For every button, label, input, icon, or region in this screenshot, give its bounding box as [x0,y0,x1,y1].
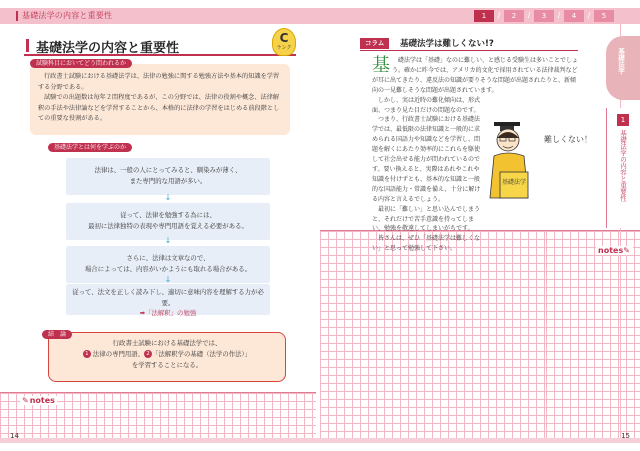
step-separator: / [497,11,501,20]
rank-badge [272,28,296,56]
section-heading [24,36,296,56]
step-separator: / [557,11,561,20]
side-tab-chapter[interactable] [606,108,640,228]
notes-text: notes [598,246,624,255]
summary-text: 法律の専門用語、 [92,349,145,358]
column-paragraph: 最初に「難しい」と思い込んでしまうと、それだけで苦手意識を持ってしまい、勉強を敬遠してしまいがちです。 [372,205,481,233]
column-heading: 基礎法学は難しくない!? [400,39,494,49]
step-separator: / [527,11,531,20]
side-tab-label: 基礎法学 [617,48,625,74]
header-band [0,8,640,24]
column-label: コラム [360,38,389,49]
drop-cap: 基 [372,55,390,76]
heading-marker [26,39,29,52]
exam-relevance-box [30,64,290,135]
exam-paragraph: 行政書士試験における基礎法学は、法律の勉強に関する勉強方法や基本的知識を学習する分野である。 [38,73,280,91]
notes-grid-right [320,230,546,438]
down-arrow-icon: ↓ [164,193,172,202]
column-paragraph: 皆さんは、ぜひ「基礎法学は難しくない」と思って勉強して下さい。 [372,235,481,253]
summary-box [48,332,286,382]
number-badge: 2 [144,350,152,358]
step-4[interactable]: 4 [564,10,584,22]
step-separator: / [587,11,591,20]
page-number-right: 15 [621,432,630,440]
flow-highlight: ➡「法解釈」の勉強 [139,309,197,317]
graduate-illustration [486,120,592,220]
step-2[interactable]: 2 [504,10,524,22]
footer-band-right [320,438,640,443]
summary-tag: 結 論 [42,330,72,339]
pencil-icon: ✎ [623,246,630,255]
header-title: 基礎法学の内容と重要性 [22,11,113,20]
column-paragraph: つまり、行政書士試験における基礎法学では、最低限の法律知識と一般的に求められる国語力や知識などを学習し、問題を解くにあたり効率的にこれらを駆使して社会出せる能力が問われているのです。要い換えると、実際はあれやこれや知識を付けずとも、基本的な知識と一般的な国語能力・常識を備え、十分に解ける内容と言えるでしょう。 [372,116,481,203]
notes-grid-right-margin [546,230,640,438]
mortarboard-icon [494,122,520,126]
footer-band-left [0,438,320,443]
flow-box [66,158,270,195]
step-5[interactable]: 5 [594,10,614,22]
down-arrow-icon: ↓ [164,236,172,245]
flow-line: また専門的な用語が多い。 [129,176,207,185]
summary-line [49,349,285,360]
column-title [360,37,578,51]
down-arrow-icon: ↓ [164,275,172,284]
number-badge: 1 [83,350,91,358]
side-tab-subject[interactable] [606,36,640,100]
step-indicator [474,10,614,22]
header-accent-bar [16,11,18,21]
notes-text: notes [29,396,55,405]
page-number-left: 14 [10,432,19,440]
step-3[interactable]: 3 [534,10,554,22]
column-paragraph: しかし、実は近時の難化傾向は、形式面、つまり見た目だけの問題なのです。 [372,96,481,114]
page-title: 基礎法学の内容と重要性 [36,41,180,56]
flow-line: 従って、法文を正しく読み下し、適切に意味内容を理解する力が必要。 [72,288,264,307]
step-1[interactable]: 1 [474,10,494,22]
summary-text: 「法解釈学の基礎（法学の作法）」 [152,349,252,358]
summary-line: 行政書士試験における基礎法学では、 [112,339,222,347]
chapter-label: 基礎法学の内容と重要性 [619,130,627,202]
rank-label: ランク [276,45,292,51]
column-paragraph: 礎法学は「基礎」なのに難しい、と感じる受験生は多いことでしょう。確かに昨今では、アメリカ的文化で採用されている法律裁判などが耳に出てきたり、違反法の知識が要りそうな問題が出題されたりと、新傾向の一見難しそうな問題が出題されています。 [372,57,579,94]
flow-line: さらに、法律は文章なので、 [126,254,210,262]
chapter-number: 1 [617,114,629,126]
pencil-icon: ✎ [22,396,29,405]
why-tag: 基礎法学とは何を学ぶのか [48,143,132,152]
flow-line: 従って、法律を勉強する為には、 [120,211,216,219]
rank-letter: C [279,31,289,45]
flow-line: 最初に法律独特の表現や専門用語を覚える必要がある。 [88,221,248,230]
summary-line: を学習することになる。 [131,360,203,369]
flow-line: 場合によっては、内容がいかようにも取れる場合がある。 [84,264,252,273]
notes-label-left [20,396,57,405]
book-label: 基礎法学 [501,179,527,186]
exam-tag: 試験科目においてどう問われるか [30,59,132,68]
exam-paragraph: 試験での出題数は毎年２問程度であるが、この分野では、法律の役割や概念、法律解釈の手法や法律論などを学習することから、本格的に法律の学習をはじめる前段階としての重要な役割がある。 [38,94,280,123]
flow-line: 法律は、一般の人にとってみると、馴染みが薄く、 [94,166,242,174]
speech-text: 難しくない！ [544,135,592,144]
flow-box [66,284,270,315]
notes-label-right [596,246,633,255]
flow-box [66,203,270,240]
